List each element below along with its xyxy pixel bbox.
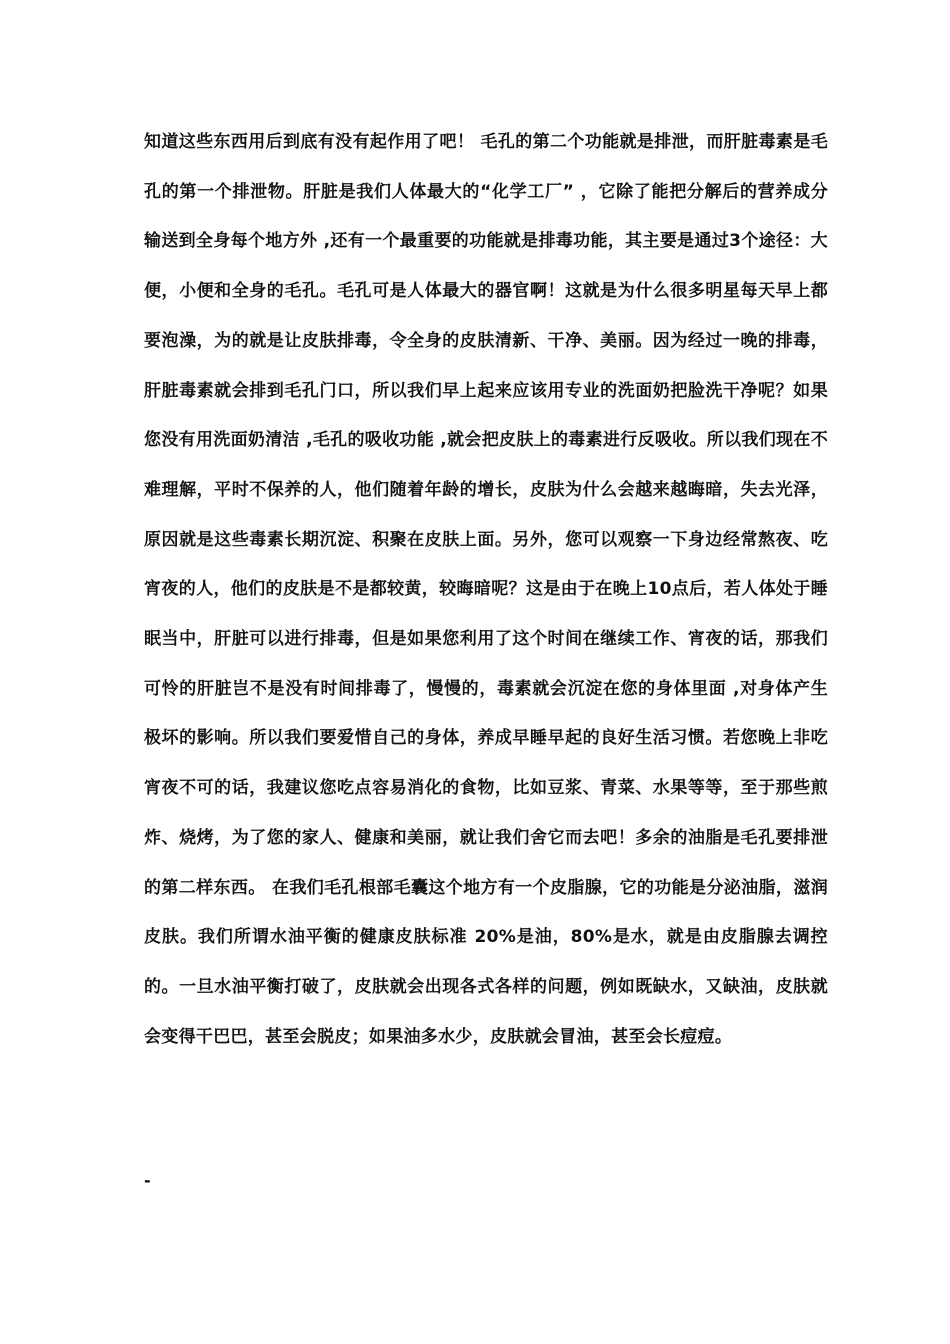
body-paragraph: 知道这些东西用后到底有没有起作用了吧！ 毛孔的第二个功能就是排泄，而肝脏毒素是毛孔的第一个排泄物。肝脏是我们人体最大的“化学工厂” ，它除了能把分解后的营养成分输送到全身每个地方外 ,还有一个最重要的功能就是排毒功能，其主要是通过3个途径：大便，小便和全身的毛孔。毛孔可是人体最大的器官啊！这就是为什么很多明星每天早上都要泡澡，为的就是让皮肤排毒，令全身的皮肤清新、干净、美丽。因为经过一晚的排毒，肝脏毒素就会排到毛孔门口，所以我们早上起来应该用专业的洗面奶把脸洗干净呢？如果您没有用洗面奶清洁 ,毛孔的吸收功能 ,就会把皮肤上的毒素进行反吸收。所以我们现在不难理解，平时不保养的人，他们随着年龄的增长，皮肤为什么会越来越晦暗，失去光泽，原因就是这些毒素长期沉淀、积聚在皮肤上面。另外，您可以观察一下身边经常熬夜、吃宵夜的人，他们的皮肤是不是都较黄，较晦暗呢？这是由于在晚上10点后，若人体处于睡眠当中，肝脏可以进行排毒，但是如果您利用了这个时间在继续工作、宵夜的话，那我们可怜的肝脏岂不是没有时间排毒了，慢慢的，毒素就会沉淀在您的身体里面 ,对身体产生极坏的影响。所以我们要爱惜自己的身体，养成早睡早起的良好生活习惯。若您晚上非吃宵夜不可的话，我建议您吃点容易消化的食物，比如豆浆、青菜、水果等等，至于那些煎炸、烧烤，为了您的家人、健康和美丽，就让我们舍它而去吧！多余的油脂是毛孔要排泄的第二样东西。 在我们毛孔根部毛囊这个地方有一个皮脂腺，它的功能是分泌油脂，滋润皮肤。我们所谓水油平衡的健康皮肤标准 20%是油，80%是水，就是由皮脂腺去调控的。一旦水油平衡打破了，皮肤就会出现各式各样的问题，例如既缺水，又缺油，皮肤就会变得干巴巴，甚至会脱皮；如果油多水少，皮肤就会冒油，甚至会长痘痘。 [144,132,828,1047]
page-end-mark: - [144,1171,151,1190]
